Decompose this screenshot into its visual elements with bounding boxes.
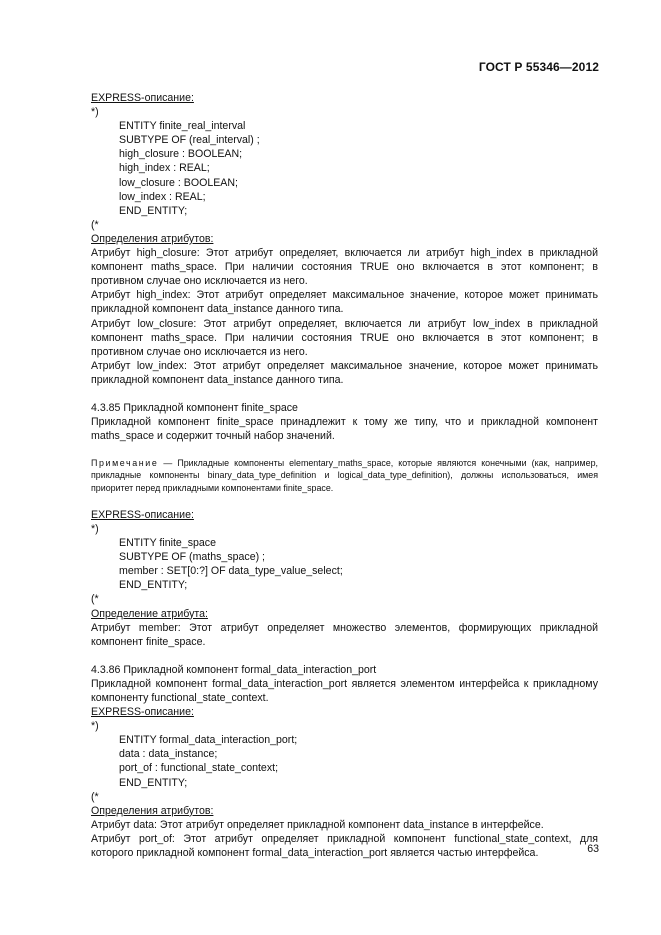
section-heading: 4.3.85 Прикладной компонент finite_space: [91, 401, 298, 414]
note-label: Примечание: [91, 458, 159, 469]
attribute-paragraph: Атрибут member: Этот атрибут определяет множество элементов, формирующих прикладной компонент finite_space.: [91, 621, 598, 648]
code-line: member : SET[0:?] OF data_type_value_select;: [119, 565, 343, 578]
code-open-marker: *): [91, 106, 99, 119]
section-heading: 4.3.86 Прикладной компонент formal_data_interaction_port: [91, 663, 377, 676]
attribute-paragraph: Атрибут low_closure: Этот атрибут определяет, включается ли атрибут low_index в прикладной компонент maths_space. При наличии состояния TRUE оно включается в этот компонент; в противном случае оно исключается из него.: [91, 317, 598, 358]
code-line: SUBTYPE OF (maths_space) ;: [119, 551, 266, 564]
express-label: EXPRESS-описание:: [91, 706, 194, 719]
express-label: EXPRESS-описание:: [91, 92, 194, 104]
code-line: ENTITY finite_real_interval: [119, 120, 246, 133]
code-line: high_closure : BOOLEAN;: [119, 148, 243, 161]
code-line: END_ENTITY;: [119, 204, 188, 217]
note-text: — Прикладные компоненты elementary_maths_space, которые являются конечными (как, например, прикладные компоненты binary_data_type_definition и logical_data_type_definition), должны использоваться, имея приоритет перед прикладными компонентами finite_space.: [91, 458, 598, 493]
code-line: END_ENTITY;: [119, 776, 188, 789]
section-text: Прикладной компонент formal_data_interaction_port является элементом интерфейса к прикладному компоненту functional_state_context.: [91, 677, 598, 704]
page-content: [62, 91, 598, 860]
code-line: END_ENTITY;: [119, 579, 188, 592]
code-line: SUBTYPE OF (real_interval) ;: [119, 134, 260, 147]
attribute-paragraph: Атрибут high_index: Этот атрибут определяет максимальное значение, которое может принимать прикладной компонент data_instance данного типа.: [91, 289, 598, 316]
code-line: data : data_instance;: [119, 748, 218, 761]
attribute-definition-label: Определение атрибута:: [91, 607, 208, 620]
attribute-paragraph: Атрибут high_closure: Этот атрибут определяет, включается ли атрибут high_index в прикладной компонент maths_space. При наличии состояния TRUE оно включается в этот компонент; в противном случае оно исключается из него.: [91, 247, 598, 288]
code-open-marker: *): [91, 522, 99, 535]
attribute-paragraph: Атрибут data: Этот атрибут определяет прикладной компонент data_instance в интерфейсе.: [91, 818, 544, 831]
code-close-marker: (*: [91, 790, 99, 803]
express-label: EXPRESS-описание:: [91, 508, 194, 521]
code-line: low_closure : BOOLEAN;: [119, 176, 238, 189]
section-text: Прикладной компонент finite_space принадлежит к тому же типу, что и прикладной компонент maths_space и содержит точный набор значений.: [91, 416, 598, 443]
page-number: 63: [587, 843, 599, 855]
attribute-definitions-label: Определения атрибутов:: [91, 804, 214, 817]
code-line: high_index : REAL;: [119, 162, 210, 175]
note: [62, 457, 598, 494]
code-line: low_index : REAL;: [119, 190, 206, 203]
standard-header: ГОСТ Р 55346—2012: [478, 60, 599, 74]
attribute-paragraph: Атрибут low_index: Этот атрибут определяет максимальное значение, которое может принимать прикладной компонент data_instance данного типа.: [91, 359, 598, 386]
attribute-paragraph: Атрибут port_of: Этот атрибут определяет прикладной компонент functional_state_context, для которого прикладной компонент formal_data_interaction_port является частью интерфейса.: [91, 832, 598, 860]
code-close-marker: (*: [91, 593, 99, 606]
code-close-marker: (*: [91, 218, 99, 231]
code-line: ENTITY finite_space: [119, 537, 216, 550]
code-open-marker: *): [91, 720, 99, 733]
code-line: ENTITY formal_data_interaction_port;: [119, 734, 298, 747]
code-line: port_of : functional_state_context;: [119, 762, 279, 775]
attribute-definitions-label: Определения атрибутов:: [91, 232, 214, 245]
